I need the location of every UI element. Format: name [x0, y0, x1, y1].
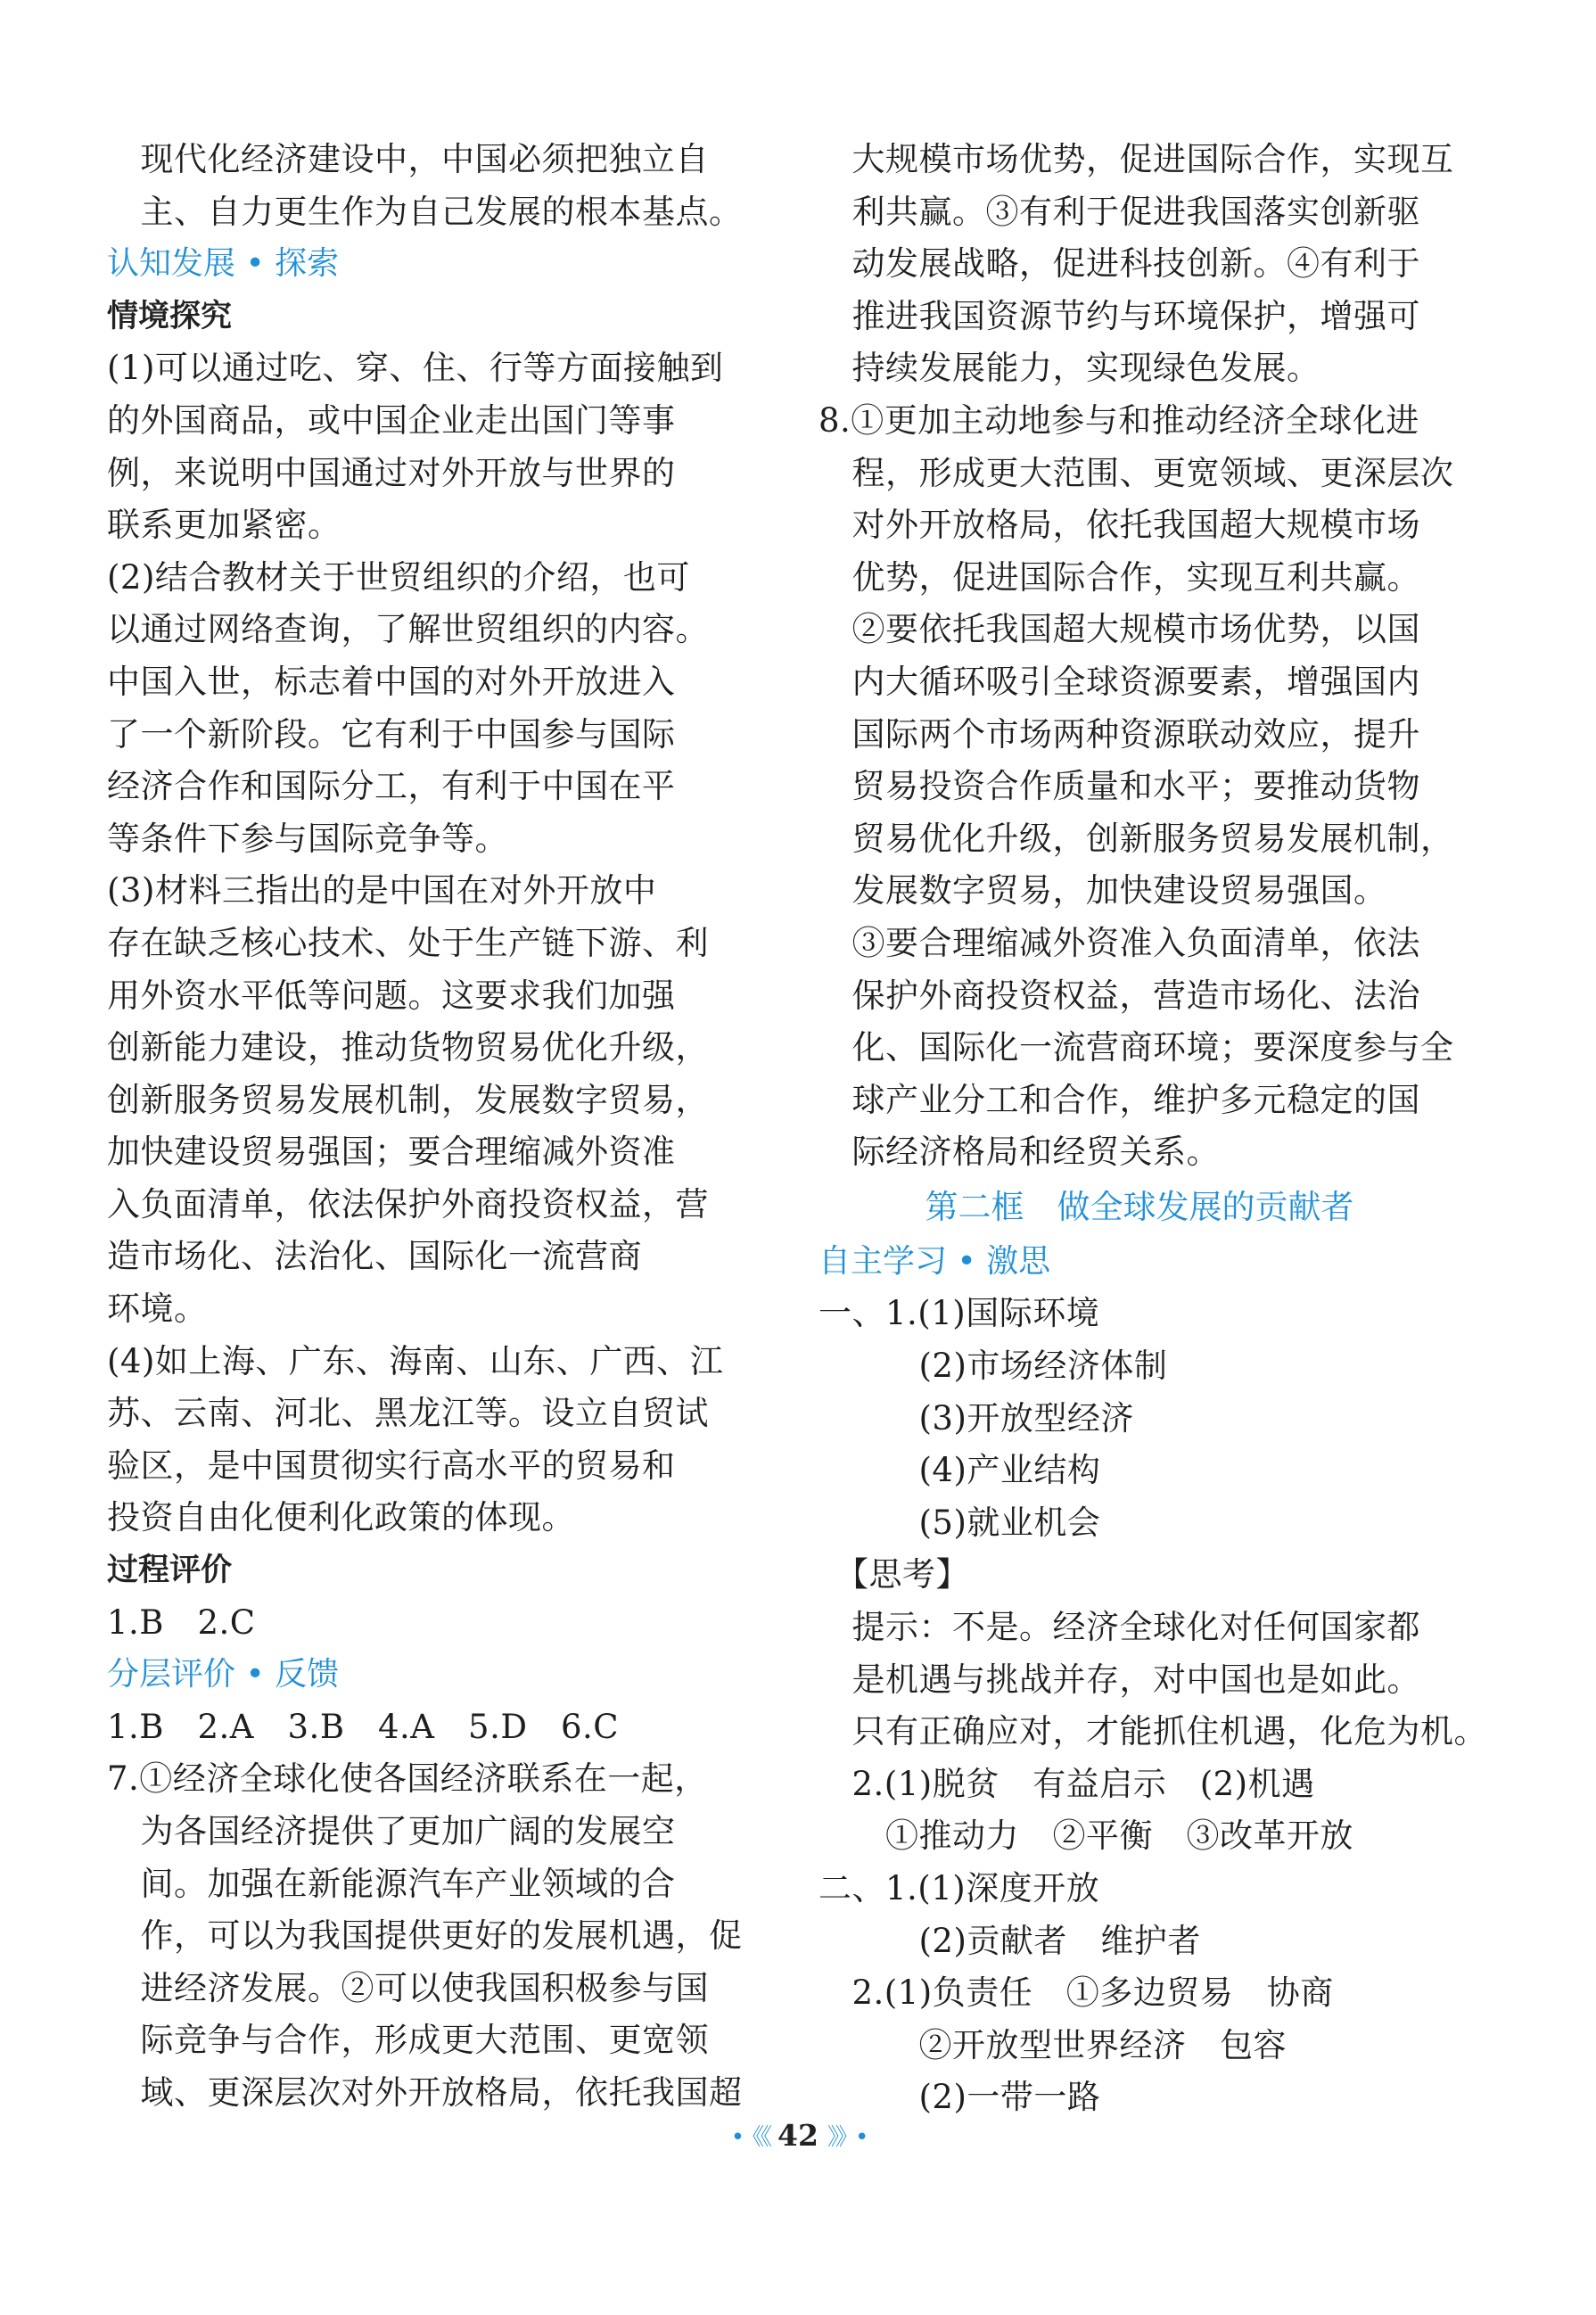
section-heading: 自主学习 • 激思 — [819, 1242, 1051, 1280]
text-line: 现代化经济建设中，中国必须把独立自 — [107, 140, 709, 178]
lesson-title: 第二框 做全球发展的贡献者 — [925, 1187, 1354, 1226]
text-line: 对外开放格局，依托我国超大规模市场 — [819, 506, 1420, 545]
text-line: 是机遇与挑战并存，对中国也是如此。 — [819, 1660, 1420, 1699]
answer-line: (2)一带一路 — [819, 2078, 1101, 2117]
text-line: 提示：不是。经济全球化对任何国家都 — [819, 1608, 1420, 1647]
text-line: 进经济发展。②可以使我国积极参与国 — [107, 1968, 709, 2007]
text-line: 主、自力更生作为自己发展的根本基点。 — [107, 192, 743, 231]
subsection-heading: 情境探究 — [107, 298, 233, 334]
answer-line: (2)市场经济体制 — [819, 1347, 1168, 1386]
text-line: ②要依托我国超大规模市场优势，以国 — [819, 610, 1420, 649]
text-line: 的外国商品，或中国企业走出国门等事 — [107, 400, 676, 440]
text-line: (2)结合教材关于世贸组织的介绍，也可 — [107, 557, 690, 597]
text-line: 创新服务贸易发展机制，发展数字贸易， — [107, 1080, 709, 1119]
text-line: 优势，促进国际合作，实现互利共赢。 — [819, 557, 1420, 597]
text-line: 以通过网络查询，了解世贸组织的内容。 — [107, 610, 709, 649]
answer-line: (2)贡献者 维护者 — [819, 1921, 1201, 1960]
text-line: 例，来说明中国通过对外开放与世界的 — [107, 453, 676, 492]
answer-line: 2.(1)脱贫 有益启示 (2)机遇 — [819, 1764, 1315, 1803]
text-line: 创新能力建设，推动货物贸易优化升级， — [107, 1028, 709, 1067]
text-line: 中国入世，标志着中国的对外开放进入 — [107, 662, 676, 701]
text-line: 联系更加紧密。 — [107, 506, 341, 545]
text-line: 球产业分工和合作，维护多元稳定的国 — [819, 1080, 1420, 1119]
text-line: 7.①经济全球化使各国经济联系在一起， — [107, 1759, 708, 1799]
ornament-right-icon: 》》• — [827, 2124, 866, 2151]
text-line: 贸易投资合作质量和水平；要推动货物 — [819, 767, 1420, 806]
text-line: 发展数字贸易，加快建设贸易强国。 — [819, 871, 1387, 910]
text-line: 作，可以为我国提供更好的发展机遇，促 — [107, 1916, 743, 1956]
text-line: 为各国经济提供了更加广阔的发展空 — [107, 1812, 676, 1850]
text-line: (1)可以通过吃、穿、住、行等方面接触到 — [107, 349, 724, 388]
text-line: ③要合理缩减外资准入负面清单，依法 — [819, 923, 1420, 962]
text-line: 入负面清单，依法保护外商投资权益，营 — [107, 1184, 709, 1223]
answer-line: (5)就业机会 — [819, 1503, 1101, 1542]
text-line: 国际两个市场两种资源联动效应，提升 — [819, 714, 1420, 754]
section-heading: 分层评价 • 反馈 — [107, 1656, 340, 1693]
text-line: 验区，是中国贯彻实行高水平的贸易和 — [107, 1446, 676, 1485]
answer-line: (4)产业结构 — [819, 1451, 1101, 1490]
text-line: 程，形成更大范围、更宽领域、更深层次 — [819, 453, 1454, 492]
text-line: 际经济格局和经贸关系。 — [819, 1133, 1220, 1172]
text-line: 贸易优化升级，创新服务贸易发展机制， — [819, 819, 1454, 858]
subsection-heading: 过程评价 — [107, 1553, 233, 1589]
text-line: 持续发展能力，实现绿色发展。 — [819, 349, 1320, 388]
think-label: 【思考】 — [819, 1555, 969, 1594]
text-line: 了一个新阶段。它有利于中国参与国际 — [107, 714, 676, 754]
text-line: 化、国际化一流营商环境；要深度参与全 — [819, 1028, 1454, 1067]
text-line: 环境。 — [107, 1289, 208, 1329]
answer-line: ②开放型世界经济 包容 — [819, 2025, 1287, 2064]
text-line: 利共赢。③有利于促进我国落实创新驱 — [819, 192, 1420, 231]
text-line: 加快建设贸易强国；要合理缩减外资准 — [107, 1133, 676, 1172]
answer-line: 二、1.(1)深度开放 — [819, 1869, 1100, 1907]
answer-line: 一、1.(1)国际环境 — [819, 1294, 1100, 1333]
text-line: 内大循环吸引全球资源要素，增强国内 — [819, 662, 1420, 701]
answer-line: ①推动力 ②平衡 ③改革开放 — [819, 1817, 1353, 1856]
text-line: 经济合作和国际分工，有利于中国在平 — [107, 767, 676, 806]
text-line: 际竞争与合作，形成更大范围、更宽领 — [107, 2021, 709, 2060]
right-column — [819, 134, 1487, 2124]
text-line: 等条件下参与国际竞争等。 — [107, 819, 508, 858]
ornament-left-icon: •《《 — [730, 2124, 769, 2151]
text-line: 保护外商投资权益，营造市场化、法治 — [819, 976, 1420, 1015]
text-line: 苏、云南、河北、黑龙江等。设立自贸试 — [107, 1394, 709, 1433]
text-line: 大规模市场优势，促进国际合作，实现互 — [819, 140, 1454, 178]
text-line: 域、更深层次对外开放格局，依托我国超 — [107, 2072, 743, 2112]
page-footer — [0, 2118, 1596, 2153]
text-line: 动发展战略，促进科技创新。④有利于 — [819, 244, 1420, 284]
answer-line: 2.(1)负责任 ①多边贸易 协商 — [819, 1973, 1334, 2013]
answer-line: (3)开放型经济 — [819, 1398, 1134, 1438]
answer-line: 1.B 2.C — [107, 1602, 256, 1642]
section-heading: 认知发展 • 探索 — [107, 245, 340, 283]
text-line: 存在缺乏核心技术、处于生产链下游、利 — [107, 923, 709, 962]
page-number-badge — [731, 2118, 866, 2153]
text-line: 8.①更加主动地参与和推动经济全球化进 — [819, 400, 1419, 440]
text-line: (3)材料三指出的是中国在对外开放中 — [107, 871, 657, 910]
text-line: 间。加强在新能源汽车产业领域的合 — [107, 1864, 676, 1903]
answer-line: 1.B 2.A 3.B 4.A 5.D 6.C — [107, 1707, 620, 1746]
text-line: (4)如上海、广东、海南、山东、广西、江 — [107, 1341, 724, 1380]
page-number: 42 — [777, 2118, 819, 2153]
left-column — [107, 134, 745, 2120]
text-line: 造市场化、法治化、国际化一流营商 — [107, 1237, 642, 1276]
text-line: 推进我国资源节约与环境保护，增强可 — [819, 296, 1420, 335]
text-line: 用外资水平低等问题。这要求我们加强 — [107, 976, 676, 1015]
text-line: 投资自由化便利化政策的体现。 — [107, 1498, 575, 1537]
text-line: 只有正确应对，才能抓住机遇，化危为机。 — [819, 1712, 1487, 1751]
